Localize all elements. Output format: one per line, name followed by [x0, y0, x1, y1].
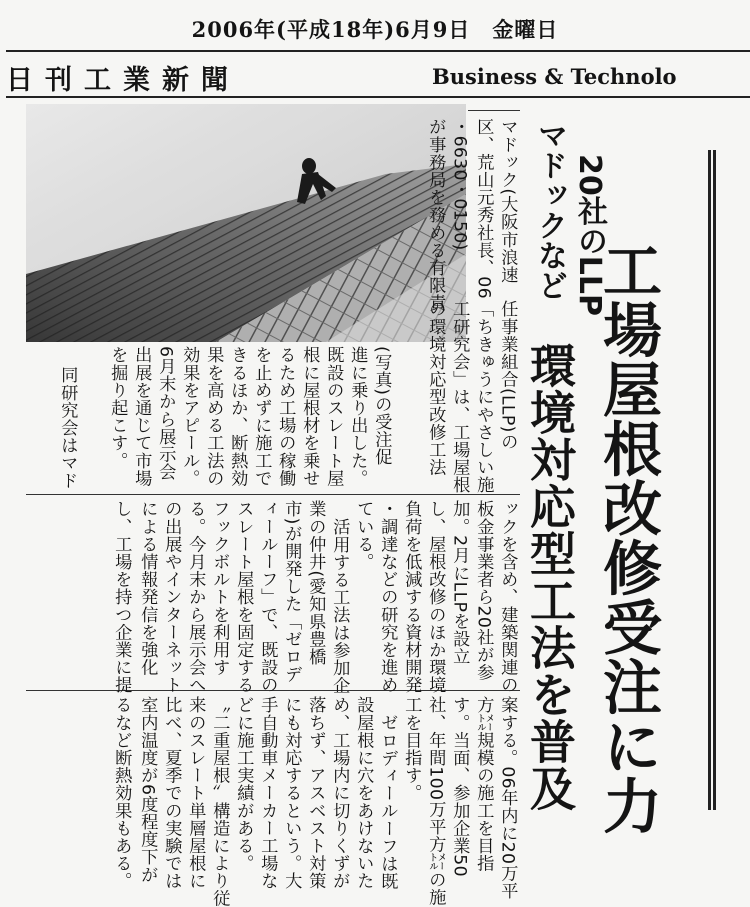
body-line: 既設のスレート屋 — [323, 346, 344, 487]
body-line: ・6630・0150) — [449, 118, 470, 251]
newspaper-name: 日刊工業新聞 — [6, 65, 240, 96]
body-line: 工を目指す。 — [401, 696, 422, 802]
article-photo — [26, 104, 470, 342]
body-line: 負荷を低減する資材開発 — [401, 500, 422, 694]
body-line: が事務局を務める有限責 — [425, 118, 446, 312]
body-line: 来のスレート単層屋根に — [185, 696, 206, 890]
body-line: ックを含め、建築関連の — [497, 500, 518, 694]
body-line: 方㍍規模の施工を目指 — [473, 696, 494, 872]
kicker-line-1: マドックなど — [532, 120, 567, 300]
body-line: 活用する工法は参加企 — [329, 518, 350, 694]
body-line: 「ちきゅうにやさしい施 — [473, 300, 494, 494]
body-line: による情報発信を強化 — [137, 500, 158, 676]
headline-rule-1 — [708, 150, 711, 810]
body-line: の環境対応型改修工法 — [425, 300, 446, 476]
body-line: 板金事業者ら20社が参 — [473, 500, 494, 681]
headline: 工場屋根改修受注に力 — [593, 240, 662, 835]
body-line: 〝二重屋根〟構造により従 — [209, 696, 230, 907]
tier-separator — [26, 494, 520, 495]
body-line: 設屋根に穴をあけないた — [353, 696, 374, 890]
body-line: どに施工実績がある。 — [233, 696, 254, 872]
body-line: 出展を通じて市場 — [131, 346, 152, 487]
body-line: め、工場内に切りくずが — [329, 696, 350, 890]
body-line: ている。 — [353, 500, 374, 571]
body-line: にも対応するという。大 — [281, 696, 302, 890]
body-line: フックボルトを利用す — [209, 500, 230, 676]
body-line: 効果をアピール。 — [179, 346, 200, 487]
newspaper-english-name: Business & Technolo — [432, 64, 677, 89]
body-line: し、工場を持つ企業に提 — [111, 500, 132, 694]
body-line: し、屋根改修のほか環境 — [425, 500, 446, 694]
body-line: 工研究会」は、工場屋根 — [449, 300, 470, 494]
body-line: きるほか、断熱効 — [227, 346, 248, 487]
body-line: 6月末から展示会 — [155, 346, 176, 481]
body-line: の出展やインターネット — [161, 500, 182, 694]
body-line: スレート屋根を固定する — [233, 500, 254, 694]
body-line: 落ちず、アスベスト対策 — [305, 696, 326, 890]
body-line: ゼロディールーフは既 — [377, 714, 398, 890]
body-line: 室内温度が6度程度下が — [137, 696, 158, 884]
body-line: 根に屋根材を乗せ — [299, 346, 320, 487]
body-line: 進に乗り出した。 — [347, 346, 368, 487]
kicker-line-2: 20社のLLP — [572, 154, 607, 316]
subheadline: 環境対応型工法を普及 — [523, 342, 577, 812]
body-line: (写真)の受注促 — [371, 346, 392, 466]
body-line: 案する。06年内に20万平 — [497, 696, 518, 900]
body-line: ィールーフ」で、既設の — [257, 500, 278, 694]
body-line: を掘り起こす。 — [107, 346, 128, 470]
masthead-rule — [6, 96, 750, 98]
body-line: 任事業組合(LLP)の — [497, 300, 518, 451]
body-line: るため工場の稼働 — [275, 346, 296, 487]
headline-rule-2 — [713, 150, 716, 810]
body-line: 業の仲井(愛知県豊橋 — [305, 500, 326, 666]
roof-worker-photo — [26, 104, 470, 342]
body-line: 手自動車メーカー工場な — [257, 696, 278, 890]
body-line: 市)が開発した「ゼロデ — [281, 500, 302, 683]
body-line: 同研究会はマド — [57, 366, 78, 490]
body-line: 果を高める工法の — [203, 346, 224, 487]
body-line: 区、荒山元秀社長、06 — [473, 118, 494, 299]
top-rule — [6, 50, 750, 52]
body-line: マドック(大阪市浪速 — [497, 118, 518, 284]
body-line: るなど断熱効果もある。 — [111, 696, 132, 890]
body-line: る。今月末から展示会へ — [185, 500, 206, 694]
body-line: 比べ、夏季での実験では — [161, 696, 182, 890]
body-line: す。当面、参加企業50 — [449, 696, 470, 877]
body-line: ・調達などの研究を進め — [377, 500, 398, 694]
tier-separator — [468, 110, 520, 111]
body-line: 社、年間100万平方㍍の施 — [425, 696, 446, 906]
body-line: 加。2月にLLPを設立 — [449, 500, 470, 666]
dateline: 2006年(平成18年)6月9日 金曜日 — [191, 17, 559, 42]
body-line: を止めずに施工で — [251, 346, 272, 487]
